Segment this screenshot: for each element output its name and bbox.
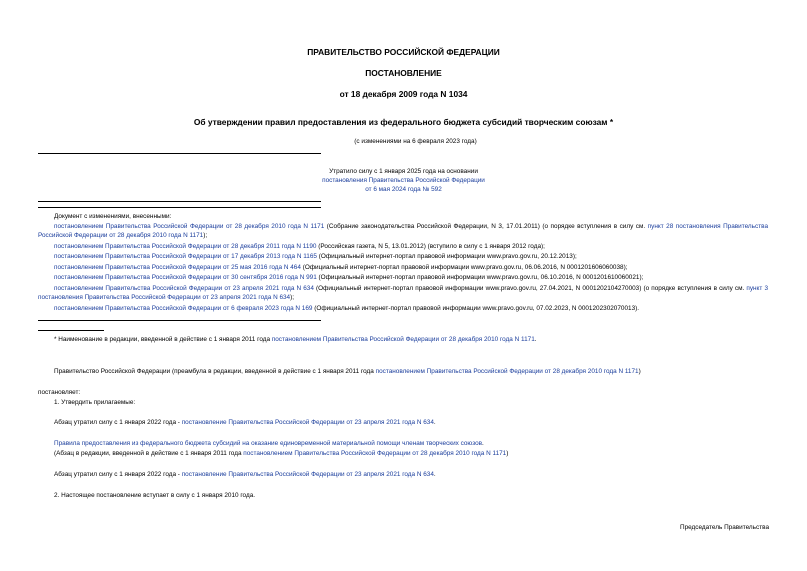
signature: Председатель Правительства bbox=[680, 524, 769, 531]
list-item bbox=[54, 305, 639, 312]
divider bbox=[38, 207, 321, 208]
amendment-source: (Официальный интернет-портал правовой информации www.pravo.gov.ru, 06.10.2016, N 0001201610060021); bbox=[316, 274, 644, 281]
repealed-link[interactable]: постановление Правительства Российской Федерации от 23 апреля 2021 года N 634 bbox=[181, 471, 434, 478]
divider bbox=[38, 320, 321, 321]
rules-note-text: (Абзац в редакции, введенной в действие с 1 января 2011 года bbox=[54, 450, 244, 457]
repealed-tail: . bbox=[433, 419, 436, 426]
rules-note bbox=[54, 450, 508, 457]
amendment-link[interactable]: постановлением Правительства Российской Федерации от 30 сентября 2016 года N 991 bbox=[54, 274, 317, 281]
amendment-source: (Официальный интернет-портал правовой информации www.pravo.gov.ru, 27.04.2021, N 0001202104270003) (о порядке вступления в силу см. bbox=[313, 285, 747, 292]
item-2: 2. Настоящее постановление вступает в силу с 1 января 2010 года. bbox=[54, 492, 256, 499]
government-name: ПРАВИТЕЛЬСТВО РОССИЙСКОЙ ФЕДЕРАЦИИ bbox=[307, 47, 500, 57]
expired-link bbox=[0, 177, 807, 184]
item-1: 1. Утвердить прилагаемые: bbox=[54, 399, 136, 406]
doc-type: ПОСТАНОВЛЕНИЕ bbox=[365, 68, 442, 78]
preamble-text: Правительство Российской Федерации (преамбула в редакции, введенной в действие с 1 января 2011 года bbox=[54, 368, 376, 375]
divider bbox=[38, 153, 321, 154]
divider bbox=[38, 201, 321, 202]
rules-tail: . bbox=[482, 440, 484, 447]
changes-intro: Документ с изменениями, внесенными: bbox=[54, 213, 172, 220]
doc-title-star: * bbox=[607, 117, 614, 127]
paragraph-repealed-2 bbox=[54, 471, 436, 478]
preamble-link[interactable]: постановлением Правительства Российской Федерации от 28 декабря 2010 года N 1171 bbox=[375, 368, 639, 375]
list-item bbox=[54, 243, 545, 250]
list-item bbox=[54, 274, 643, 281]
repealed-tail: . bbox=[433, 471, 436, 478]
repealed-link[interactable]: постановление Правительства Российской Федерации от 23 апреля 2021 года N 634 bbox=[181, 419, 434, 426]
list-item bbox=[38, 222, 768, 241]
amendment-tail: ); bbox=[203, 232, 208, 240]
list-item bbox=[54, 253, 577, 260]
doc-date-number: от 18 декабря 2009 года N 1034 bbox=[339, 89, 468, 99]
footnote bbox=[54, 336, 537, 343]
amended-note: (с изменениями на 6 февраля 2023 года) bbox=[354, 138, 477, 145]
amendment-source: (Российская газета, N 5, 13.01.2012) (вступило в силу с 1 января 2012 года); bbox=[316, 243, 545, 250]
expired-link-date bbox=[0, 186, 807, 193]
amendment-source: (Собрание законодательства Российской Федерации, N 3, 17.01.2011) (о порядке вступления в силу см. bbox=[324, 223, 648, 230]
amendment-effective-link[interactable]: пункт 28 постановления Правительства Российской Федерации от 28 декабря 2010 года N 1171 bbox=[38, 223, 768, 240]
list-item bbox=[38, 284, 768, 303]
amendment-link[interactable]: постановлением Правительства Российской Федерации от 23 апреля 2021 года N 634 bbox=[54, 285, 314, 292]
footnote-tail: . bbox=[534, 336, 537, 343]
footnote-divider bbox=[38, 330, 104, 331]
amendment-tail: ); bbox=[290, 294, 295, 302]
expired-basis-link[interactable]: постановления Правительства Российской Федерации bbox=[322, 177, 485, 184]
doc-title bbox=[0, 117, 807, 127]
amendment-effective-link[interactable]: пункт 3 постановления Правительства Российской Федерации от 23 апреля 2021 года N 634 bbox=[38, 285, 768, 302]
repealed-text: Абзац утратил силу с 1 января 2022 года - bbox=[54, 419, 182, 426]
footnote-link[interactable]: постановлением Правительства Российской Федерации от 28 декабря 2010 года N 1171 bbox=[271, 336, 535, 343]
amendment-source: (Официальный интернет-портал правовой информации www.pravo.gov.ru, 20.12.2013); bbox=[316, 253, 577, 260]
amendment-source: (Официальный интернет-портал правовой информации www.pravo.gov.ru, 07.02.2023, N 0001202302070013). bbox=[312, 305, 640, 312]
decides-word: постановляет: bbox=[38, 389, 81, 396]
preamble bbox=[54, 368, 641, 375]
doc-title-text: Об утверждении правил предоставления из федерального бюджета субсидий творческим союзам bbox=[193, 117, 608, 127]
amendment-link[interactable]: постановлением Правительства Российской Федерации от 28 декабря 2011 года N 1190 bbox=[54, 243, 317, 250]
footnote-text: * Наименование в редакции, введенной в действие с 1 января 2011 года bbox=[54, 336, 272, 343]
preamble-tail: ) bbox=[638, 368, 641, 375]
rules-link[interactable]: Правила предоставления из федерального бюджета субсидий на оказание единовременной материальной помощи членам творческих союзов bbox=[54, 440, 483, 447]
amendment-link[interactable]: постановлением Правительства Российской Федерации от 17 декабря 2013 года N 1165 bbox=[54, 253, 317, 260]
repealed-text: Абзац утратил силу с 1 января 2022 года - bbox=[54, 471, 182, 478]
amendment-source: (Официальный интернет-портал правовой информации www.pravo.gov.ru, 06.06.2016, N 0001201606060038); bbox=[300, 264, 628, 271]
expired-basis-date-link[interactable]: от 6 мая 2024 года № 592 bbox=[365, 186, 442, 193]
amendment-link[interactable]: постановлением Правительства Российской Федерации от 6 февраля 2023 года N 169 bbox=[54, 305, 313, 312]
expired-line: Утратило силу с 1 января 2025 года на основании bbox=[329, 168, 478, 175]
rules-note-tail: ) bbox=[506, 450, 509, 457]
amendment-link[interactable]: постановлением Правительства Российской Федерации от 25 мая 2016 года N 464 bbox=[54, 264, 301, 271]
rules-line bbox=[54, 440, 484, 447]
amendment-link[interactable]: постановлением Правительства Российской Федерации от 28 декабря 2010 года N 1171 bbox=[54, 223, 325, 230]
list-item bbox=[54, 264, 628, 271]
rules-note-link[interactable]: постановлением Правительства Российской Федерации от 28 декабря 2010 года N 1171 bbox=[243, 450, 507, 457]
paragraph-repealed-1 bbox=[54, 419, 436, 426]
